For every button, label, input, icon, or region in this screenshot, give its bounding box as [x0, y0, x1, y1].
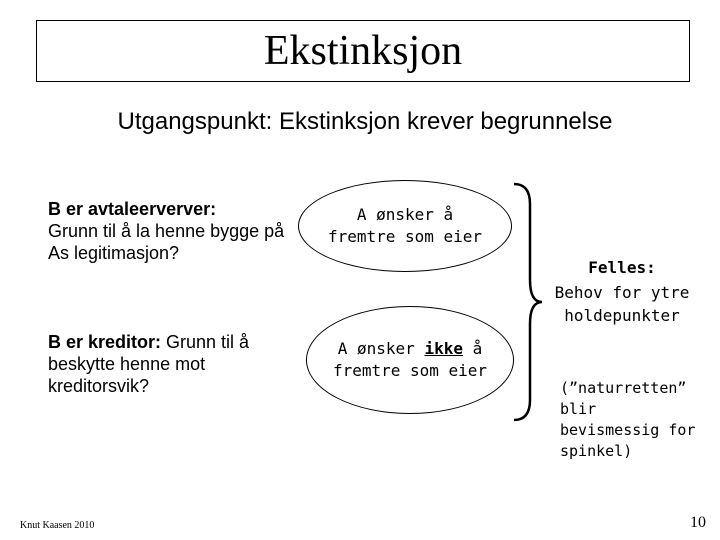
case-a-text: Grunn til å la henne bygge på As legitimasjon?	[48, 221, 285, 263]
case-a-bubble-line2: fremtre som eier	[327, 227, 483, 246]
title-box	[36, 20, 690, 82]
case-b-heading: B er kreditor:	[48, 332, 162, 352]
case-b-text-block	[48, 331, 293, 397]
slide-title: Ekstinksjon	[263, 28, 463, 74]
case-b-bubble-line2: fremtre som eier	[332, 361, 488, 380]
case-a-bubble-line1: A ønsker å	[356, 205, 454, 224]
common-note: (”naturretten” blir bevismessig for spinkel)	[560, 379, 696, 460]
common-block	[552, 256, 692, 327]
footer-author: Knut Kaasen 2010	[20, 520, 95, 531]
case-a-heading: B er avtaleerverver:	[48, 199, 217, 219]
curly-brace-icon	[508, 182, 544, 422]
common-heading: Felles:	[588, 258, 656, 277]
case-a-bubble	[298, 180, 512, 272]
case-b-bubble-line1	[338, 338, 483, 360]
case-b-text: Grunn til å beskytte henne mot kreditorsvik?	[48, 332, 250, 396]
common-text: Behov for ytre holdepunkter	[554, 283, 690, 325]
case-b-bubble-pre: A ønsker	[337, 339, 425, 358]
case-b-bubble	[306, 306, 514, 414]
case-b-bubble-post: å	[462, 339, 483, 358]
case-a-text-block	[48, 198, 293, 264]
case-b-bubble-emphasis: ikke	[424, 339, 463, 358]
slide-subtitle: Utgangspunkt: Ekstinksjon krever begrunnelse	[117, 108, 613, 135]
page-number: 10	[690, 514, 706, 531]
